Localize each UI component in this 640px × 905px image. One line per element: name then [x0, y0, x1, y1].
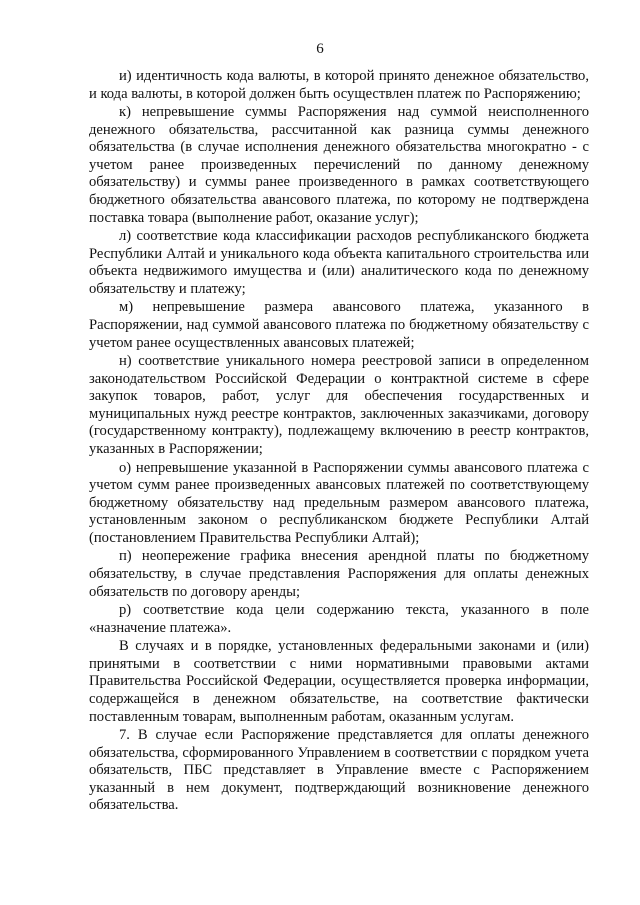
paragraph-p: п) неопережение графика внесения арендной платы по бюджетному обязательству, в случае представления Распоряжения для оплаты денежных обязательств по договору аренды;	[89, 548, 589, 600]
document-body	[89, 68, 589, 815]
paragraph-i: и) идентичность кода валюты, в которой принято денежное обязательство, и кода валюты, в которой должен быть осуществлен платеж по Распоряжению;	[89, 68, 589, 102]
paragraph-verification: В случаях и в порядке, установленных федеральными законами и (или) принятыми в соответствии с ними нормативными правовыми актами Правительства Российской Федерации, осуществляется проверка информации, содержащейся в денежном обязательстве, на соответствие фактически поставленным товарам, выполненным работам, оказанным услугам.	[89, 638, 589, 725]
paragraph-l: л) соответствие кода классификации расходов республиканского бюджета Республики Алтай и уникального кода объекта капитального строительства или объекта недвижимого имущества и (или) аналитического кода по денежному обязательству и платежу;	[89, 228, 589, 297]
paragraph-7: 7. В случае если Распоряжение представляется для оплаты денежного обязательства, сформированного Управлением в соответствии с порядком учета обязательств, ПБС представляет в Управление вместе с Распоряжением указанный в нем документ, подтверждающий возникновение денежного обязательства.	[89, 726, 589, 814]
paragraph-k: к) непревышение суммы Распоряжения над суммой неисполненного денежного обязательства, рассчитанной как разница суммы денежного обязательства (в случае исполнения денежного обязательства многократно - с учетом ранее произведенных перечислений по данному денежному обязательству) и суммы ранее произведенного в рамках соответствующего бюджетного обязательства авансового платежа, по которому не подтверждена поставка товара (выполнение работ, оказание услуг);	[89, 104, 589, 226]
page-number: 6	[316, 41, 324, 57]
paragraph-o: о) непревышение указанной в Распоряжении суммы авансового платежа с учетом сумм ранее произведенных авансовых платежей по соответствующему бюджетному обязательству над предельным размером авансового платежа, установленным законом о республиканском бюджете Республики Алтай (постановлением Правительства Республики Алтай);	[89, 459, 589, 546]
paragraph-r: р) соответствие кода цели содержанию текста, указанного в поле «назначение платежа».	[89, 602, 589, 636]
paragraph-m: м) непревышение размера авансового платежа, указанного в Распоряжении, над суммой авансового платежа по бюджетному обязательству с учетом ранее осуществленных авансовых платежей;	[89, 299, 589, 351]
paragraph-n: н) соответствие уникального номера реестровой записи в определенном законодательством Российской Федерации о контрактной системе в сфере закупок товаров, работ, услуг для обеспечения государственных и муниципальных нужд реестре контрактов, заключенных заказчиками, договору (государственному контракту), подлежащему включению в реестр контрактов, указанных в Распоряжении;	[89, 353, 589, 458]
